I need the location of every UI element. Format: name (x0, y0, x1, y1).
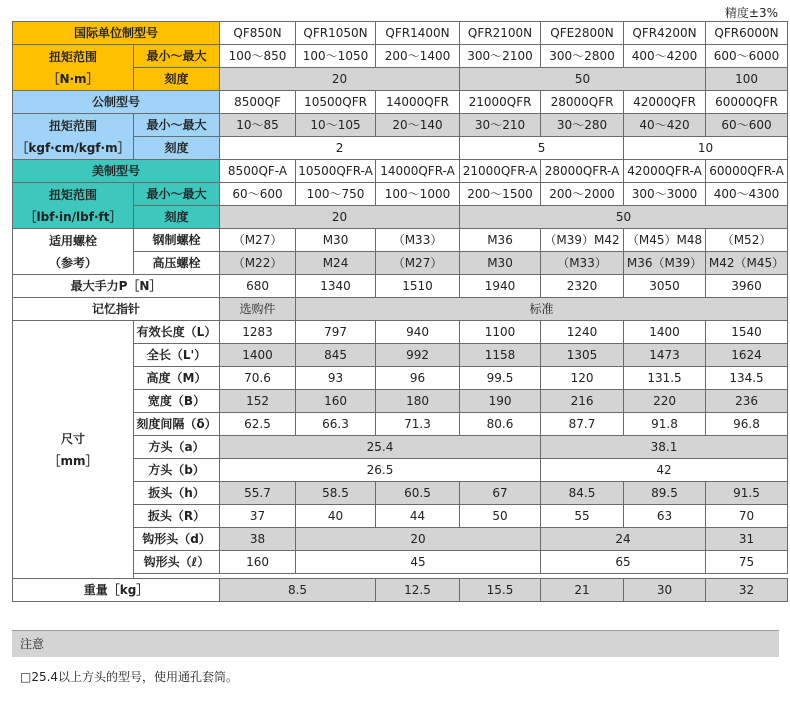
dim-label: 扳头（R） (134, 505, 220, 528)
hp-bolt-label: 高压螺栓 (134, 252, 220, 275)
dim-cell: 160 (296, 390, 376, 413)
dim-cell: 99.5 (460, 367, 541, 390)
min-max-label: 最小～最大 (134, 183, 220, 206)
range-cell: 40～420 (624, 114, 706, 137)
bolt-cell: M24 (296, 252, 376, 275)
dim-cell: 1624 (706, 344, 788, 367)
dim-cell: 91.5 (706, 482, 788, 505)
bolt-title: 适用螺栓 (48, 233, 97, 248)
dim-cell: 1400 (624, 321, 706, 344)
dim-cell: 44 (376, 505, 460, 528)
dim-label: 方头（a） (134, 436, 220, 459)
dim-label: 全长（L'） (134, 344, 220, 367)
dim-cell: 1400 (220, 344, 296, 367)
dim-label: 扳头（h） (134, 482, 220, 505)
dim-cell: 1100 (460, 321, 541, 344)
weight-row (13, 579, 788, 602)
dim-cell: 70.6 (220, 367, 296, 390)
memory-row (13, 298, 788, 321)
scale-cell: 50 (460, 206, 788, 229)
bolt-cell: （M33） (541, 252, 624, 275)
range-label: 扭矩范围 (48, 49, 97, 64)
range-cell: 200～1500 (460, 183, 541, 206)
model-cell: 60000QFR (706, 91, 788, 114)
range-cell: 300～3000 (624, 183, 706, 206)
memory-standard: 标准 (296, 298, 788, 321)
dim-cell: 940 (376, 321, 460, 344)
dim-cell: 220 (624, 390, 706, 413)
range-cell: 100～1050 (296, 45, 376, 68)
imperial-range-label (13, 183, 134, 229)
dim-cell: 58.5 (296, 482, 376, 505)
bolt-cell: （M27） (376, 252, 460, 275)
dim-cell: 160 (220, 551, 296, 574)
range-cell: 20～140 (376, 114, 460, 137)
scale-cell: 10 (624, 137, 788, 160)
range-cell: 300～2100 (460, 45, 541, 68)
bolt-label (13, 229, 134, 275)
dim-cell: 1283 (220, 321, 296, 344)
force-cell: 1340 (296, 275, 376, 298)
dim-cell: 190 (460, 390, 541, 413)
force-cell: 1510 (376, 275, 460, 298)
dim-cell: 40 (296, 505, 376, 528)
force-cell: 1940 (460, 275, 541, 298)
dim-cell: 89.5 (624, 482, 706, 505)
dim-cell: 797 (296, 321, 376, 344)
dim-cell: 71.3 (376, 413, 460, 436)
kgf-header: 公制型号 (13, 91, 220, 114)
scale-cell: 2 (220, 137, 460, 160)
weight-cell: 32 (706, 579, 788, 602)
bolt-cell: M30 (460, 252, 541, 275)
range-cell: 400～4300 (706, 183, 788, 206)
range-cell: 30～210 (460, 114, 541, 137)
bolt-cell: M36（M39） (624, 252, 706, 275)
model-cell: QFR4200N (624, 22, 706, 45)
scale-cell: 5 (460, 137, 624, 160)
bolt-cell: （M27） (220, 229, 296, 252)
dim-label: 高度（M） (134, 367, 220, 390)
dim-cell: 93 (296, 367, 376, 390)
dims-label (13, 321, 134, 579)
force-cell: 2320 (541, 275, 624, 298)
dim-cell: 75 (706, 551, 788, 574)
bolt-subtitle: （参考） (48, 255, 97, 270)
weight-label: 重量［kg］ (13, 579, 220, 602)
range-cell: 300～2800 (541, 45, 624, 68)
imperial-model-row (13, 160, 788, 183)
model-cell: QFR1400N (376, 22, 460, 45)
spec-table (12, 21, 788, 602)
scale-label: 刻度 (134, 206, 220, 229)
dim-cell: 38.1 (541, 436, 788, 459)
dim-cell: 845 (296, 344, 376, 367)
dim-label: 方头（b） (134, 459, 220, 482)
max-force-row (13, 275, 788, 298)
dim-cell: 37 (220, 505, 296, 528)
dim-cell: 67 (460, 482, 541, 505)
dims-unit: ［mm］ (48, 453, 98, 468)
bolt-steel-row (13, 229, 788, 252)
dim-cell: 60.5 (376, 482, 460, 505)
range-cell: 600～6000 (706, 45, 788, 68)
note-title: 注意 (20, 637, 45, 651)
model-cell: 42000QFR-A (624, 160, 706, 183)
dim-cell: 26.5 (220, 459, 541, 482)
imperial-header: 美制型号 (13, 160, 220, 183)
dim-cell: 96.8 (706, 413, 788, 436)
weight-cell: 8.5 (220, 579, 376, 602)
scale-cell: 50 (460, 68, 706, 91)
dim-cell: 62.5 (220, 413, 296, 436)
bolt-cell: （M33） (376, 229, 460, 252)
dim-label: 钩形头（ℓ） (134, 551, 220, 574)
range-cell: 10～85 (220, 114, 296, 137)
dim-cell: 1305 (541, 344, 624, 367)
range-label: 扭矩范围 (48, 187, 97, 202)
bolt-cell: （M52） (706, 229, 788, 252)
range-cell: 200～1400 (376, 45, 460, 68)
dim-cell: 66.3 (296, 413, 376, 436)
model-cell: 14000QFR (376, 91, 460, 114)
dim-label: 钩形头（d） (134, 528, 220, 551)
dim-cell: 24 (541, 528, 706, 551)
dim-cell: 216 (541, 390, 624, 413)
model-cell: QFR6000N (706, 22, 788, 45)
dim-cell: 63 (624, 505, 706, 528)
range-cell: 60～600 (706, 114, 788, 137)
dim-cell: 96 (376, 367, 460, 390)
dim-cell: 84.5 (541, 482, 624, 505)
dim-cell: 152 (220, 390, 296, 413)
note-bar (12, 630, 779, 657)
bolt-cell: （M45）M48 (624, 229, 706, 252)
steel-bolt-label: 钢制螺栓 (134, 229, 220, 252)
scale-cell: 20 (220, 68, 460, 91)
model-cell: QFR1050N (296, 22, 376, 45)
dim-cell: 1540 (706, 321, 788, 344)
model-cell: 21000QFR-A (460, 160, 541, 183)
model-cell: 28000QFR-A (541, 160, 624, 183)
dim-cell: 91.8 (624, 413, 706, 436)
range-unit: ［N·m］ (47, 71, 99, 86)
weight-cell: 30 (624, 579, 706, 602)
dim-eff-len-row (13, 321, 788, 344)
dims-title: 尺寸 (60, 431, 85, 446)
memory-label: 记忆指针 (13, 298, 220, 321)
dim-cell: 25.4 (220, 436, 541, 459)
metric-range-row (13, 45, 788, 68)
dim-cell: 992 (376, 344, 460, 367)
model-cell: QFR2100N (460, 22, 541, 45)
dim-cell: 50 (460, 505, 541, 528)
model-cell: 8500QF-A (220, 160, 296, 183)
force-cell: 3960 (706, 275, 788, 298)
model-cell: 60000QFR-A (706, 160, 788, 183)
range-cell: 100～1000 (376, 183, 460, 206)
range-cell: 200～2000 (541, 183, 624, 206)
kgf-model-row (13, 91, 788, 114)
bolt-cell: M36 (460, 229, 541, 252)
dim-cell: 1158 (460, 344, 541, 367)
model-cell: 21000QFR (460, 91, 541, 114)
dim-cell: 55 (541, 505, 624, 528)
scale-label: 刻度 (134, 68, 220, 91)
metric-header: 国际单位制型号 (13, 22, 220, 45)
min-max-label: 最小～最大 (134, 45, 220, 68)
dim-cell: 31 (706, 528, 788, 551)
memory-optional: 选购件 (220, 298, 296, 321)
range-unit: ［lbf·in/lbf·ft］ (24, 209, 122, 224)
dim-cell: 134.5 (706, 367, 788, 390)
dim-cell: 65 (541, 551, 706, 574)
model-cell: QFE2800N (541, 22, 624, 45)
dim-cell: 87.7 (541, 413, 624, 436)
range-cell: 30～280 (541, 114, 624, 137)
scale-label: 刻度 (134, 137, 220, 160)
precision-note: 精度±3% (724, 6, 778, 20)
dim-cell: 20 (296, 528, 541, 551)
bolt-cell: （M22） (220, 252, 296, 275)
range-label: 扭矩范围 (48, 118, 97, 133)
dim-cell: 180 (376, 390, 460, 413)
dim-cell: 55.7 (220, 482, 296, 505)
dim-label: 有效长度（L） (134, 321, 220, 344)
dim-cell: 1240 (541, 321, 624, 344)
dim-label: 宽度（B） (134, 390, 220, 413)
force-cell: 3050 (624, 275, 706, 298)
model-cell: 8500QF (220, 91, 296, 114)
model-cell: 14000QFR-A (376, 160, 460, 183)
bolt-cell: （M39）M42 (541, 229, 624, 252)
scale-cell: 20 (220, 206, 460, 229)
note-text: □25.4以上方头的型号，使用通孔套筒。 (20, 670, 239, 684)
weight-cell: 15.5 (460, 579, 541, 602)
dim-cell: 70 (706, 505, 788, 528)
min-max-label: 最小～最大 (134, 114, 220, 137)
range-cell: 60～600 (220, 183, 296, 206)
model-cell: 10500QFR-A (296, 160, 376, 183)
range-cell: 100～750 (296, 183, 376, 206)
model-cell: 28000QFR (541, 91, 624, 114)
range-cell: 100～850 (220, 45, 296, 68)
dim-cell: 42 (541, 459, 788, 482)
imperial-range-row (13, 183, 788, 206)
max-force-label: 最大手力P［N］ (13, 275, 220, 298)
dim-cell: 38 (220, 528, 296, 551)
weight-cell: 21 (541, 579, 624, 602)
dim-cell: 236 (706, 390, 788, 413)
dim-cell: 45 (296, 551, 541, 574)
kgf-range-row (13, 114, 788, 137)
dim-cell: 80.6 (460, 413, 541, 436)
dim-cell: 120 (541, 367, 624, 390)
force-cell: 680 (220, 275, 296, 298)
dim-label: 刻度间隔（δ） (134, 413, 220, 436)
weight-cell: 12.5 (376, 579, 460, 602)
model-cell: 10500QFR (296, 91, 376, 114)
scale-cell: 100 (706, 68, 788, 91)
bolt-cell: M30 (296, 229, 376, 252)
metric-model-row (13, 22, 788, 45)
range-cell: 400～4200 (624, 45, 706, 68)
bolt-cell: M42（M45） (706, 252, 788, 275)
range-cell: 10～105 (296, 114, 376, 137)
dim-cell: 1473 (624, 344, 706, 367)
metric-range-label (13, 45, 134, 91)
model-cell: QF850N (220, 22, 296, 45)
kgf-range-label (13, 114, 134, 160)
model-cell: 42000QFR (624, 91, 706, 114)
dim-cell: 131.5 (624, 367, 706, 390)
range-unit: ［kgf·cm/kgf·m］ (16, 140, 130, 155)
